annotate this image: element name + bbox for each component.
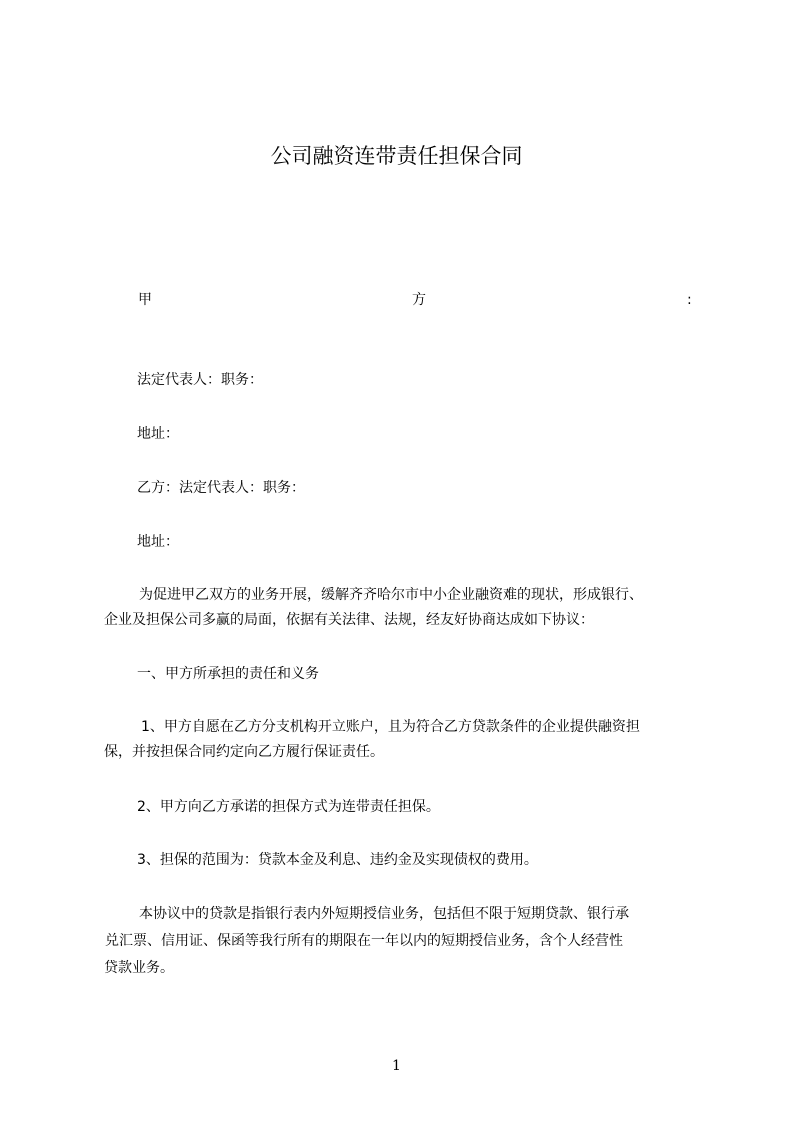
- party-a-line: [104, 289, 694, 311]
- preamble-line-2: 企业及担保公司多赢的局面，依据有关法律、法规，经友好协商达成如下协议：: [104, 612, 594, 628]
- party-b-representative: 乙方：法定代表人：职务：: [137, 480, 305, 496]
- note-line-1: 本协议中的贷款是指银行表内外短期授信业务，包括但不限于短期贷款、银行承: [139, 906, 629, 922]
- note-line-2: 兑汇票、信用证、保函等我行所有的期限在一年以内的短期授信业务，含个人经营性: [105, 933, 623, 949]
- party-b-address: 地址：: [137, 534, 179, 550]
- party-a-address: 地址：: [137, 426, 179, 442]
- party-a-representative: 法定代表人：职务：: [137, 372, 263, 388]
- clause-1-line-2: 保，并按担保合同约定向乙方履行保证责任。: [104, 744, 384, 760]
- clause-2: 2、甲方向乙方承诺的担保方式为连带责任担保。: [137, 799, 440, 815]
- party-a-label-part2: 方: [412, 292, 426, 308]
- party-a-colon: :: [687, 292, 692, 308]
- party-a-label-part1: 甲: [138, 292, 152, 308]
- clause-1-line-1: 1、甲方自愿在乙方分支机构开立账户，且为符合乙方贷款条件的企业提供融资担: [141, 719, 640, 735]
- section-1-heading: 一、甲方所承担的责任和义务: [137, 666, 319, 682]
- document-title: 公司融资连带责任担保合同: [270, 144, 523, 168]
- clause-3: 3、担保的范围为：贷款本金及利息、违约金及实现债权的费用。: [137, 852, 538, 868]
- page-number: 1: [392, 1058, 401, 1074]
- note-line-3: 贷款业务。: [104, 960, 174, 976]
- preamble-line-1: 为促进甲乙双方的业务开展，缓解齐齐哈尔市中小企业融资难的现状，形成银行、: [139, 587, 643, 603]
